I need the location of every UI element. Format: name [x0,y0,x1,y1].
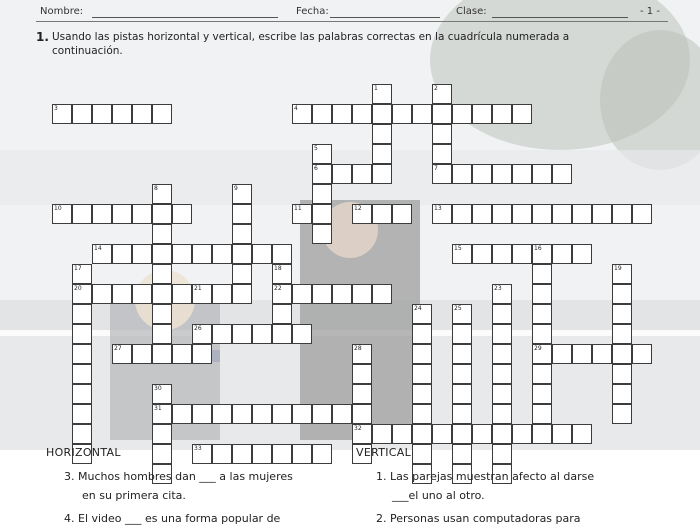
crossword-cell[interactable] [612,284,632,304]
crossword-cell[interactable] [372,104,392,124]
crossword-cell[interactable] [452,364,472,384]
crossword-cell[interactable] [112,284,132,304]
crossword-cell[interactable] [152,104,172,124]
page-indicator: - 1 - [640,6,660,17]
crossword-cell[interactable] [412,344,432,364]
crossword-cell[interactable] [72,364,92,384]
crossword-cell[interactable] [572,204,592,224]
crossword-cell[interactable] [232,404,252,424]
date-blank[interactable] [330,17,440,18]
crossword-cell[interactable] [412,384,432,404]
crossword-cell[interactable] [452,204,472,224]
vertical-title: VERTICAL [356,446,412,459]
crossword-cell[interactable] [492,304,512,324]
clue-number: 8 [154,185,158,192]
crossword-cell[interactable] [132,244,152,264]
crossword-cell[interactable] [92,104,112,124]
crossword-cell[interactable] [372,144,392,164]
crossword-cell[interactable] [272,244,292,264]
clue-number: 3 [54,105,58,112]
clue-number: 31 [154,405,162,412]
clue-number: 1 [374,85,378,92]
crossword-cell[interactable] [412,324,432,344]
crossword-cell[interactable] [92,204,112,224]
crossword-cell[interactable] [472,164,492,184]
clue-number: 25 [454,305,462,312]
clue-number: 30 [154,385,162,392]
clue-number: 5 [314,145,318,152]
crossword-cell[interactable] [312,224,332,244]
crossword-cell[interactable] [72,304,92,324]
crossword-cell[interactable] [372,204,392,224]
crossword-cell[interactable] [632,204,652,224]
crossword-cell[interactable] [192,344,212,364]
crossword-cell[interactable] [352,164,372,184]
clue-number: 4 [294,105,298,112]
clue-horizontal-line: 4. El video ___ es una forma popular de [64,512,281,525]
crossword-cell[interactable] [312,204,332,224]
crossword-cell[interactable] [492,404,512,424]
crossword-cell[interactable] [352,284,372,304]
crossword-cell[interactable] [212,244,232,264]
clue-number: 6 [314,165,318,172]
crossword-cell[interactable] [452,324,472,344]
crossword-cell[interactable] [612,204,632,224]
clue-number: 24 [414,305,422,312]
crossword-cell[interactable] [332,284,352,304]
crossword-cell[interactable] [152,324,172,344]
crossword-cell[interactable] [552,204,572,224]
date-label: Fecha: [296,6,329,17]
crossword-cell[interactable] [412,104,432,124]
clue-horizontal-line: 3. Muchos hombres dan ___ a las mujeres [64,470,293,483]
crossword-cell[interactable] [492,324,512,344]
crossword-cell[interactable] [612,364,632,384]
crossword-cell[interactable] [492,104,512,124]
crossword-cell[interactable] [452,104,472,124]
clue-number: 11 [294,205,302,212]
clue-number: 33 [194,445,202,452]
clues-section [0,440,700,525]
crossword-cell[interactable] [392,104,412,124]
crossword-cell[interactable] [532,284,552,304]
crossword-cell[interactable] [392,204,412,224]
crossword-cell[interactable] [152,204,172,224]
clue-number: 28 [354,345,362,352]
crossword-cell[interactable] [612,404,632,424]
crossword-cell[interactable] [312,184,332,204]
crossword-cell[interactable] [492,344,512,364]
crossword-cell[interactable] [152,284,172,304]
crossword-cell[interactable] [132,104,152,124]
crossword-cell[interactable] [552,344,572,364]
crossword-cell[interactable] [432,124,452,144]
crossword-cell[interactable] [332,164,352,184]
crossword-cell[interactable] [532,204,552,224]
crossword-cell[interactable] [132,344,152,364]
crossword-cell[interactable] [512,244,532,264]
crossword-cell[interactable] [252,244,272,264]
crossword-cell[interactable] [272,404,292,424]
crossword-cell[interactable] [612,304,632,324]
crossword-cell[interactable] [232,244,252,264]
crossword-cell[interactable] [592,344,612,364]
crossword-cell[interactable] [412,404,432,424]
crossword-cell[interactable] [172,344,192,364]
clue-number: 16 [534,245,542,252]
crossword-cell[interactable] [372,124,392,144]
clue-number: 17 [74,265,82,272]
crossword-cell[interactable] [632,344,652,364]
header-divider [36,21,668,22]
crossword-cell[interactable] [512,104,532,124]
crossword-cell[interactable] [232,324,252,344]
crossword-cell[interactable] [572,344,592,364]
crossword-cell[interactable] [312,404,332,424]
clue-vertical-line: 2. Personas usan computadoras para [376,512,581,525]
clue-number: 18 [274,265,282,272]
crossword-cell[interactable] [212,404,232,424]
crossword-cell[interactable] [412,364,432,384]
crossword-cell[interactable] [72,324,92,344]
crossword-cell[interactable] [532,404,552,424]
crossword-cell[interactable] [152,264,172,284]
clue-number: 27 [114,345,122,352]
crossword-cell[interactable] [72,204,92,224]
crossword-cell[interactable] [532,164,552,184]
worksheet-header [0,0,700,22]
clue-horizontal-line: en su primera cita. [82,489,186,502]
crossword-cell[interactable] [112,204,132,224]
clue-number: 12 [354,205,362,212]
crossword-cell[interactable] [72,384,92,404]
crossword-cell[interactable] [492,364,512,384]
crossword-cell[interactable] [232,204,252,224]
crossword-cell[interactable] [172,404,192,424]
crossword-cell[interactable] [432,104,452,124]
crossword-cell[interactable] [532,364,552,384]
crossword-cell[interactable] [292,404,312,424]
crossword-cell[interactable] [492,204,512,224]
crossword-cell[interactable] [552,164,572,184]
crossword-cell[interactable] [232,284,252,304]
crossword-cell[interactable] [492,384,512,404]
crossword-cell[interactable] [352,384,372,404]
clue-number: 9 [234,185,238,192]
clue-number: 29 [534,345,542,352]
crossword-cell[interactable] [112,244,132,264]
clue-number: 22 [274,285,282,292]
crossword-cell[interactable] [232,224,252,244]
clue-number: 32 [354,425,362,432]
crossword-cell[interactable] [152,224,172,244]
crossword-cell[interactable] [552,244,572,264]
clue-number: 2 [434,85,438,92]
crossword-cell[interactable] [352,104,372,124]
crossword-cell[interactable] [472,204,492,224]
crossword-cell[interactable] [532,264,552,284]
crossword-cell[interactable] [472,104,492,124]
crossword-cell[interactable] [532,304,552,324]
clue-number: 7 [434,165,438,172]
crossword-cell[interactable] [452,384,472,404]
clue-number: 21 [194,285,202,292]
crossword-cell[interactable] [532,384,552,404]
crossword-cell[interactable] [492,244,512,264]
crossword-cell[interactable] [372,284,392,304]
crossword-cell[interactable] [352,404,372,424]
crossword-cell[interactable] [612,324,632,344]
name-label: Nombre: [40,6,84,17]
crossword-cell[interactable] [472,244,492,264]
clue-vertical-line: ___el uno al otro. [392,489,485,502]
crossword-cell[interactable] [572,244,592,264]
class-blank[interactable] [492,17,628,18]
crossword-cell[interactable] [372,164,392,184]
crossword-cell[interactable] [72,344,92,364]
crossword-cell[interactable] [592,204,612,224]
crossword-cell[interactable] [72,104,92,124]
crossword-cell[interactable] [452,344,472,364]
crossword-cell[interactable] [152,344,172,364]
crossword-cell[interactable] [192,244,212,264]
crossword-cell[interactable] [252,324,272,344]
instruction-number: 1. [36,30,49,44]
crossword-cell[interactable] [332,404,352,424]
crossword-cell[interactable] [292,324,312,344]
clue-number: 10 [54,205,62,212]
crossword-cell[interactable] [112,104,132,124]
crossword-cell[interactable] [92,284,112,304]
crossword-cell[interactable] [172,284,192,304]
crossword-cell[interactable] [532,324,552,344]
crossword-cell[interactable] [172,244,192,264]
crossword-cell[interactable] [452,404,472,424]
crossword-cell[interactable] [132,284,152,304]
crossword-cell[interactable] [252,404,272,424]
crossword-cell[interactable] [612,344,632,364]
clue-number: 26 [194,325,202,332]
crossword-cell[interactable] [172,204,192,224]
horizontal-title: HORIZONTAL [46,446,121,459]
crossword-cell[interactable] [232,264,252,284]
clue-vertical-line: 1. Las parejas muestran afecto al darse [376,470,595,483]
clue-number: 15 [454,245,462,252]
crossword-cell[interactable] [192,404,212,424]
crossword-cell[interactable] [432,144,452,164]
crossword-cell[interactable] [612,384,632,404]
crossword-cell[interactable] [152,244,172,264]
crossword-cell[interactable] [152,304,172,324]
clue-number: 20 [74,285,82,292]
crossword-cell[interactable] [452,164,472,184]
clue-number: 13 [434,205,442,212]
crossword-cell[interactable] [512,164,532,184]
instruction-text: Usando las pistas horizontal y vertical, escribe las palabras correctas en la cuadrícula numerada a continuación. [52,31,570,57]
crossword-cell[interactable] [492,164,512,184]
clue-number: 19 [614,265,622,272]
crossword-cell[interactable] [312,284,332,304]
crossword-cell[interactable] [212,324,232,344]
crossword-cell[interactable] [72,404,92,424]
crossword-cell[interactable] [272,304,292,324]
crossword-cell[interactable] [132,204,152,224]
crossword-cell[interactable] [352,364,372,384]
clue-number: 23 [494,285,502,292]
crossword-cell[interactable] [512,204,532,224]
crossword-cell[interactable] [212,284,232,304]
crossword-cell[interactable] [332,104,352,124]
crossword-cell[interactable] [272,324,292,344]
crossword-cell[interactable] [312,104,332,124]
name-blank[interactable] [92,17,278,18]
clue-number: 14 [94,245,102,252]
crossword-cell[interactable] [292,284,312,304]
class-label: Clase: [456,6,487,17]
